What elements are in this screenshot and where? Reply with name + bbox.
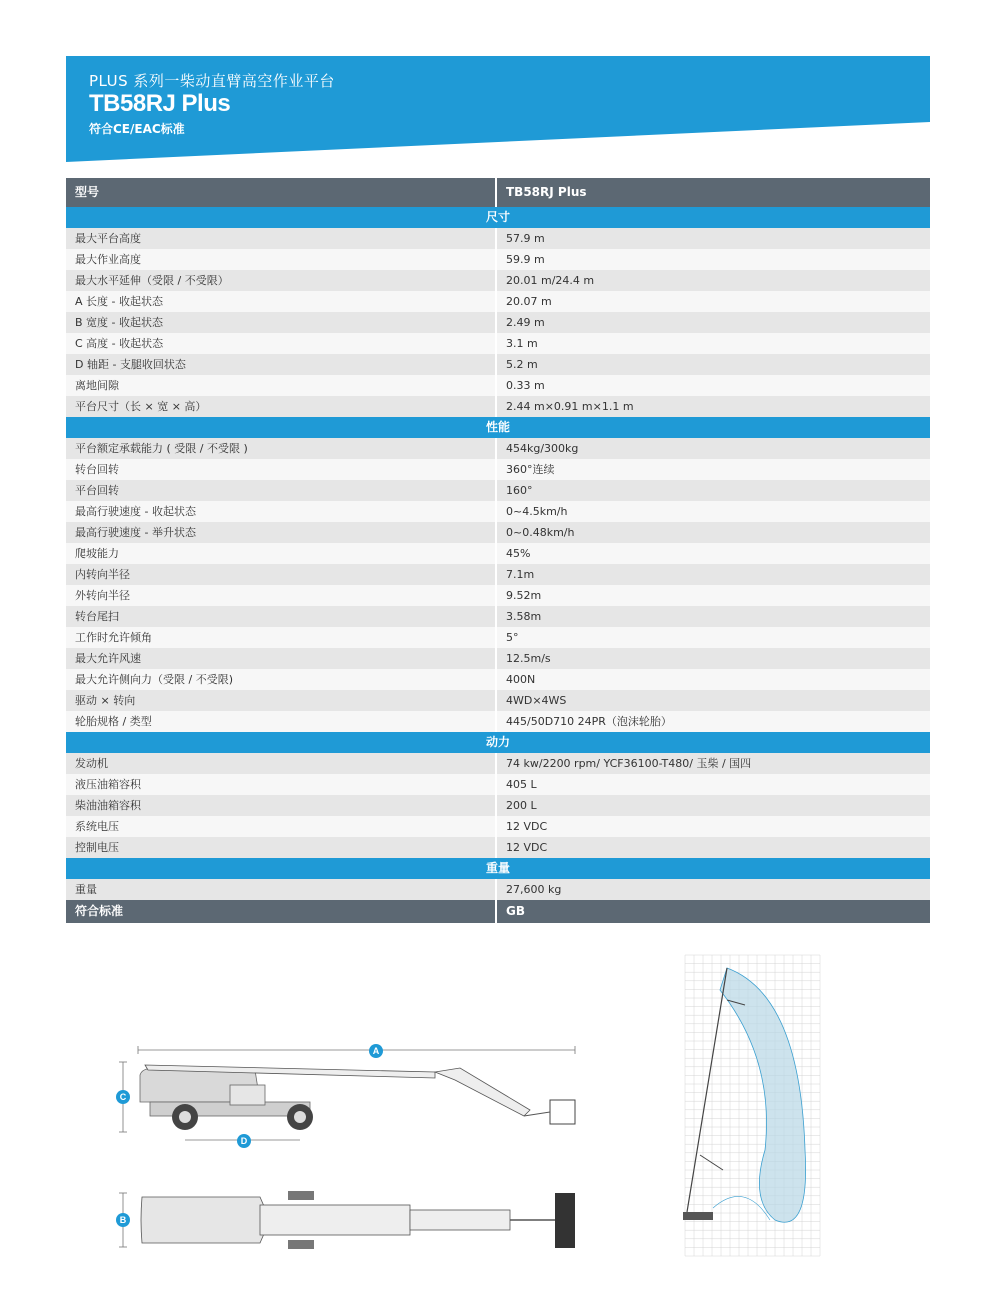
spec-value: 20.01 m/24.4 m: [506, 274, 595, 287]
spec-label: 系统电压: [66, 816, 497, 837]
spec-label: 最大允许侧向力（受限 / 不受限): [66, 669, 497, 690]
spec-label: C 高度 - 收起状态: [66, 333, 497, 354]
jib: [435, 1068, 530, 1116]
table-row: [66, 795, 930, 816]
spec-value: 57.9 m: [506, 232, 545, 245]
table-row: [66, 480, 930, 501]
spec-value: 3.1 m: [506, 337, 538, 350]
spec-value: 74 kw/2200 rpm/ YCF36100-T480/ 玉柴 / 国四: [506, 757, 752, 770]
table-row: [66, 711, 930, 732]
section-header: 重量: [66, 858, 930, 879]
spec-value: 2.44 m×0.91 m×1.1 m: [506, 400, 634, 413]
section-header: 尺寸: [66, 207, 930, 228]
table-row: [66, 396, 930, 417]
table-row: [66, 249, 930, 270]
table-row: [66, 753, 930, 774]
spec-value: 0~0.48km/h: [506, 526, 575, 539]
table-row: [66, 459, 930, 480]
section-header: 性能: [66, 417, 930, 438]
header-label: 型号: [66, 178, 497, 207]
spec-value: 445/50D710 24PR（泡沫轮胎）: [506, 715, 672, 728]
spec-value: 400N: [506, 673, 536, 686]
spec-label: 液压油箱容积: [66, 774, 497, 795]
dimension-label-b: B: [116, 1213, 130, 1227]
spec-label: 控制电压: [66, 837, 497, 858]
spec-label: D 轴距 - 支腿收回状态: [66, 354, 497, 375]
title-banner: [66, 56, 930, 164]
spec-value: 3.58m: [506, 610, 542, 623]
spec-label: 转台回转: [66, 459, 497, 480]
spec-value: 5°: [506, 631, 519, 644]
spec-value: 12.5m/s: [506, 652, 551, 665]
spec-value: 405 L: [506, 778, 537, 791]
table-row: [66, 522, 930, 543]
spec-value: 7.1m: [506, 568, 535, 581]
table-row: [66, 438, 930, 459]
working-envelope: [720, 968, 806, 1222]
spec-label: 爬坡能力: [66, 543, 497, 564]
dimension-label-c: C: [116, 1090, 130, 1104]
footer-label: 符合标准: [66, 900, 497, 923]
table-row: [66, 375, 930, 396]
working-range-diagram: [665, 950, 825, 1270]
top-view-drawing: [110, 1185, 590, 1255]
spec-label: 最高行驶速度 - 收起状态: [66, 501, 497, 522]
spec-label: 最大水平延伸（受限 / 不受限）: [66, 270, 497, 291]
table-row: [66, 312, 930, 333]
table-body: [66, 207, 930, 900]
spec-label: 离地间隙: [66, 375, 497, 396]
standard-subtitle: 符合CE/EAC标准: [89, 122, 185, 136]
header-model: TB58RJ Plus: [506, 185, 587, 199]
footer-value: GB: [506, 904, 525, 918]
table-row: [66, 564, 930, 585]
spec-label: 发动机: [66, 753, 497, 774]
spec-value: 5.2 m: [506, 358, 538, 371]
spec-value: 2.49 m: [506, 316, 545, 329]
spec-label: 最高行驶速度 - 举升状态: [66, 522, 497, 543]
table-row: [66, 648, 930, 669]
top-wheel-front-left: [288, 1191, 314, 1200]
table-row: [66, 333, 930, 354]
spec-label: 平台额定承载能力 ( 受限 / 不受限 ): [66, 438, 497, 459]
spec-value: 45%: [506, 547, 531, 560]
spec-value: 0.33 m: [506, 379, 545, 392]
table-row: [66, 585, 930, 606]
table-row: [66, 354, 930, 375]
range-machine: [683, 1212, 713, 1220]
top-platform: [555, 1193, 575, 1248]
spec-label: 外转向半径: [66, 585, 497, 606]
table-row: [66, 837, 930, 858]
table-row: [66, 669, 930, 690]
series-title: PLUS 系列一柴动直臂高空作业平台: [89, 72, 335, 90]
platform-basket: [550, 1100, 575, 1124]
table-row: [66, 228, 930, 249]
spec-value: 4WD×4WS: [506, 694, 567, 707]
table-row: [66, 690, 930, 711]
spec-label: 最大作业高度: [66, 249, 497, 270]
spec-value: 59.9 m: [506, 253, 545, 266]
spec-label: 平台尺寸（长 × 宽 × 高）: [66, 396, 497, 417]
spec-label: 转台尾扫: [66, 606, 497, 627]
top-boom: [260, 1205, 410, 1235]
model-title: TB58RJ Plus: [89, 90, 231, 117]
spec-value: 20.07 m: [506, 295, 552, 308]
spec-value: 454kg/300kg: [506, 442, 579, 455]
spec-label: 驱动 × 转向: [66, 690, 497, 711]
spec-value: 27,600 kg: [506, 883, 562, 896]
spec-label: 平台回转: [66, 480, 497, 501]
spec-label: 重量: [66, 879, 497, 900]
table-row: [66, 606, 930, 627]
table-row: [66, 270, 930, 291]
spec-value: 12 VDC: [506, 820, 548, 833]
section-header: 动力: [66, 732, 930, 753]
table-row: [66, 774, 930, 795]
spec-label: B 宽度 - 收起状态: [66, 312, 497, 333]
spec-value: 9.52m: [506, 589, 542, 602]
spec-label: A 长度 - 收起状态: [66, 291, 497, 312]
spec-label: 柴油油箱容积: [66, 795, 497, 816]
spec-value: 160°: [506, 484, 533, 497]
dimension-label-d: D: [237, 1134, 251, 1148]
spec-table: [66, 178, 930, 923]
table-row: [66, 879, 930, 900]
table-header: [66, 178, 930, 207]
spec-label: 最大平台高度: [66, 228, 497, 249]
top-body: [141, 1197, 270, 1243]
table-row: [66, 816, 930, 837]
spec-label: 轮胎规格 / 类型: [66, 711, 497, 732]
table-row: [66, 543, 930, 564]
table-row: [66, 501, 930, 522]
spec-label: 工作时允许倾角: [66, 627, 497, 648]
spec-value: 0~4.5km/h: [506, 505, 568, 518]
spec-label: 最大允许风速: [66, 648, 497, 669]
spec-value: 200 L: [506, 799, 537, 812]
table-row: [66, 291, 930, 312]
table-footer: [66, 900, 930, 923]
side-view-drawing: [110, 1040, 590, 1150]
spec-label: 内转向半径: [66, 564, 497, 585]
table-row: [66, 627, 930, 648]
spec-value: 12 VDC: [506, 841, 548, 854]
top-wheel-front-right: [288, 1240, 314, 1249]
spec-value: 360°连续: [506, 463, 555, 476]
dimension-label-a: A: [369, 1044, 383, 1058]
